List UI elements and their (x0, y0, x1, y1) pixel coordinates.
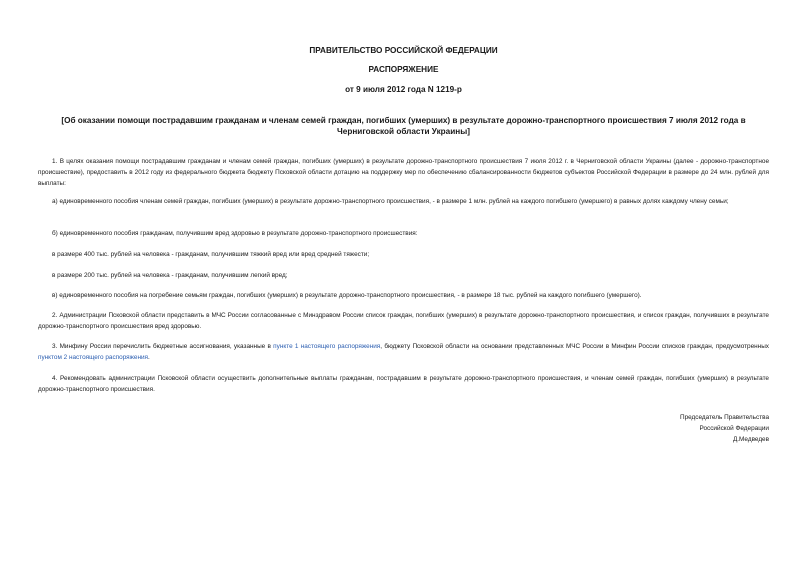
signature-organization: Российской Федерации (699, 425, 769, 432)
signature-name: Д.Медведев (732, 436, 769, 443)
paragraph-1b-400: в размере 400 тыс. рублей на человека - гражданам, получившим тяжкий вред или вред средней тяжести; (52, 251, 370, 258)
paragraph-3-text-b: , бюджету Псковской области на основании представленных МЧС России в Минфин России списков граждан, предусмотренных (380, 343, 769, 350)
document-type: РАСПОРЯЖЕНИЕ (368, 65, 439, 74)
paragraph-1b: б) единовременного пособия гражданам, получившим вред здоровью в результате дорожно-транспортного происшествия: (52, 230, 418, 237)
document-title: [Об оказании помощи пострадавшим гражданам и членам семей граждан, погибших (умерших) в результате дорожно-транспортного происшествия 7 июля 2012 года в Черниговской области Украины] (61, 116, 746, 136)
paragraph-1b-200: в размере 200 тыс. рублей на человека - гражданам, получившим легкий вред; (52, 272, 288, 279)
document-date-number: от 9 июля 2012 года N 1219-р (345, 85, 462, 94)
paragraph-2: 2. Администрации Псковской области представить в МЧС России согласованные с Минздравом России список граждан, погибших (умерших) в результате дорожно-транспортного происшествия, и список граждан, получивших в результате дорожно-транспортного происшествия вред здоровью. (38, 312, 769, 330)
signature-position: Председатель Правительства (680, 414, 769, 421)
paragraph-3-text-c: . (148, 354, 150, 361)
paragraph-4: 4. Рекомендовать администрации Псковской области осуществить дополнительные выплаты гражданам, пострадавшим в результате дорожно-транспортного происшествия, и членам семей граждан, погибших (умерших) в результате дорожно-транспортного происшествия. (38, 375, 769, 393)
paragraph-1c: в) единовременного пособия на погребение семьям граждан, погибших (умерших) в результате дорожно-транспортного происшествия, - в размере 18 тыс. рублей на каждого погибшего (умершего). (52, 292, 642, 299)
paragraph-3-text-a: 3. Минфину России перечислить бюджетные ассигнования, указанные в (52, 343, 274, 350)
paragraph-1: 1. В целях оказания помощи пострадавшим гражданам и членам семей граждан, погибших (умерших) в результате дорожно-транспортного происшествия 7 июля 2012 г. в Черниговской области Украины (далее - дорожно-транспортное происшествие), предоставить в 2012 году из федерального бюджета бюджету Псковской области дотацию на поддержку мер по обеспечению сбалансированности бюджетов субъектов Российской Федерации в размере до 24 млн. рублей для выплаты: (38, 158, 769, 187)
link-paragraph-2[interactable]: пунктом 2 настоящего распоряжения (38, 354, 149, 361)
government-heading: ПРАВИТЕЛЬСТВО РОССИЙСКОЙ ФЕДЕРАЦИИ (309, 46, 498, 55)
link-paragraph-1[interactable]: пункте 1 настоящего распоряжения (273, 343, 381, 350)
paragraph-3 (38, 341, 769, 363)
paragraph-1a: а) единовременного пособия членам семей граждан, погибших (умерших) в результате дорожно-транспортного происшествия, - в размере 1 млн. рублей на каждого погибшего (умершего) в равных долях каждому члену семьи; (52, 198, 729, 205)
